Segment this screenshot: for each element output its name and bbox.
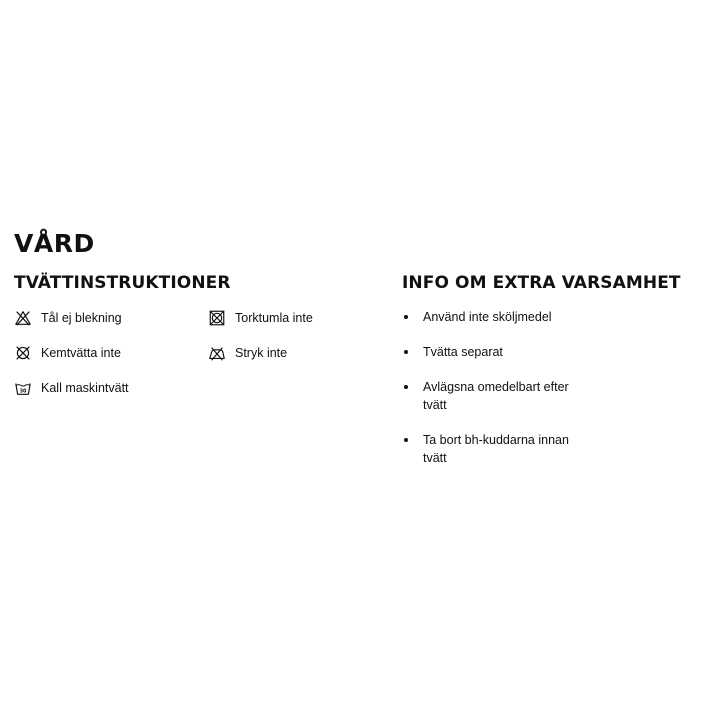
bullet-icon	[404, 438, 408, 442]
extra-care-heading: INFO OM EXTRA VARSAMHET	[402, 273, 681, 293]
care-section	[14, 228, 714, 532]
wash-instructions-heading: TVÄTTINSTRUKTIONER	[14, 273, 231, 293]
wash-item-no-dry-clean	[14, 343, 121, 363]
bullet-icon	[404, 315, 408, 319]
care-title: VÅRD	[14, 229, 95, 258]
list-item-text: Ta bort bh-kuddarna innan tvätt	[423, 433, 569, 465]
wash-item-label: Torktumla inte	[235, 311, 313, 325]
wash-instructions	[14, 272, 394, 428]
wash-item-no-iron	[208, 343, 287, 363]
wash-instructions-list	[14, 308, 394, 428]
extra-care-info	[402, 272, 720, 484]
wash-temp-label: 30	[19, 388, 27, 395]
list-item-text: Avlägsna omedelbart efter tvätt	[423, 380, 569, 412]
extra-care-list	[402, 308, 720, 467]
wash-item-label: Kemtvätta inte	[41, 346, 121, 360]
bullet-icon	[404, 350, 408, 354]
wash-30-icon	[14, 379, 32, 397]
wash-item-no-tumble-dry	[208, 308, 313, 328]
no-dry-clean-icon	[14, 344, 32, 362]
no-bleach-icon	[14, 309, 32, 327]
list-item-text: Använd inte sköljmedel	[423, 310, 552, 324]
no-tumble-dry-icon	[208, 309, 226, 327]
wash-item-cold-machine-wash	[14, 378, 129, 398]
list-item	[402, 431, 573, 467]
care-columns	[14, 272, 714, 532]
wash-item-label: Stryk inte	[235, 346, 288, 360]
bullet-icon	[404, 385, 408, 389]
list-item	[402, 308, 573, 326]
wash-item-no-bleach	[14, 308, 122, 328]
wash-item-label: Tål ej blekning	[41, 311, 122, 325]
no-iron-icon	[208, 344, 226, 362]
list-item	[402, 343, 573, 361]
wash-item-label: Kall maskintvätt	[41, 381, 129, 395]
list-item	[402, 378, 573, 414]
list-item-text: Tvätta separat	[423, 345, 503, 359]
